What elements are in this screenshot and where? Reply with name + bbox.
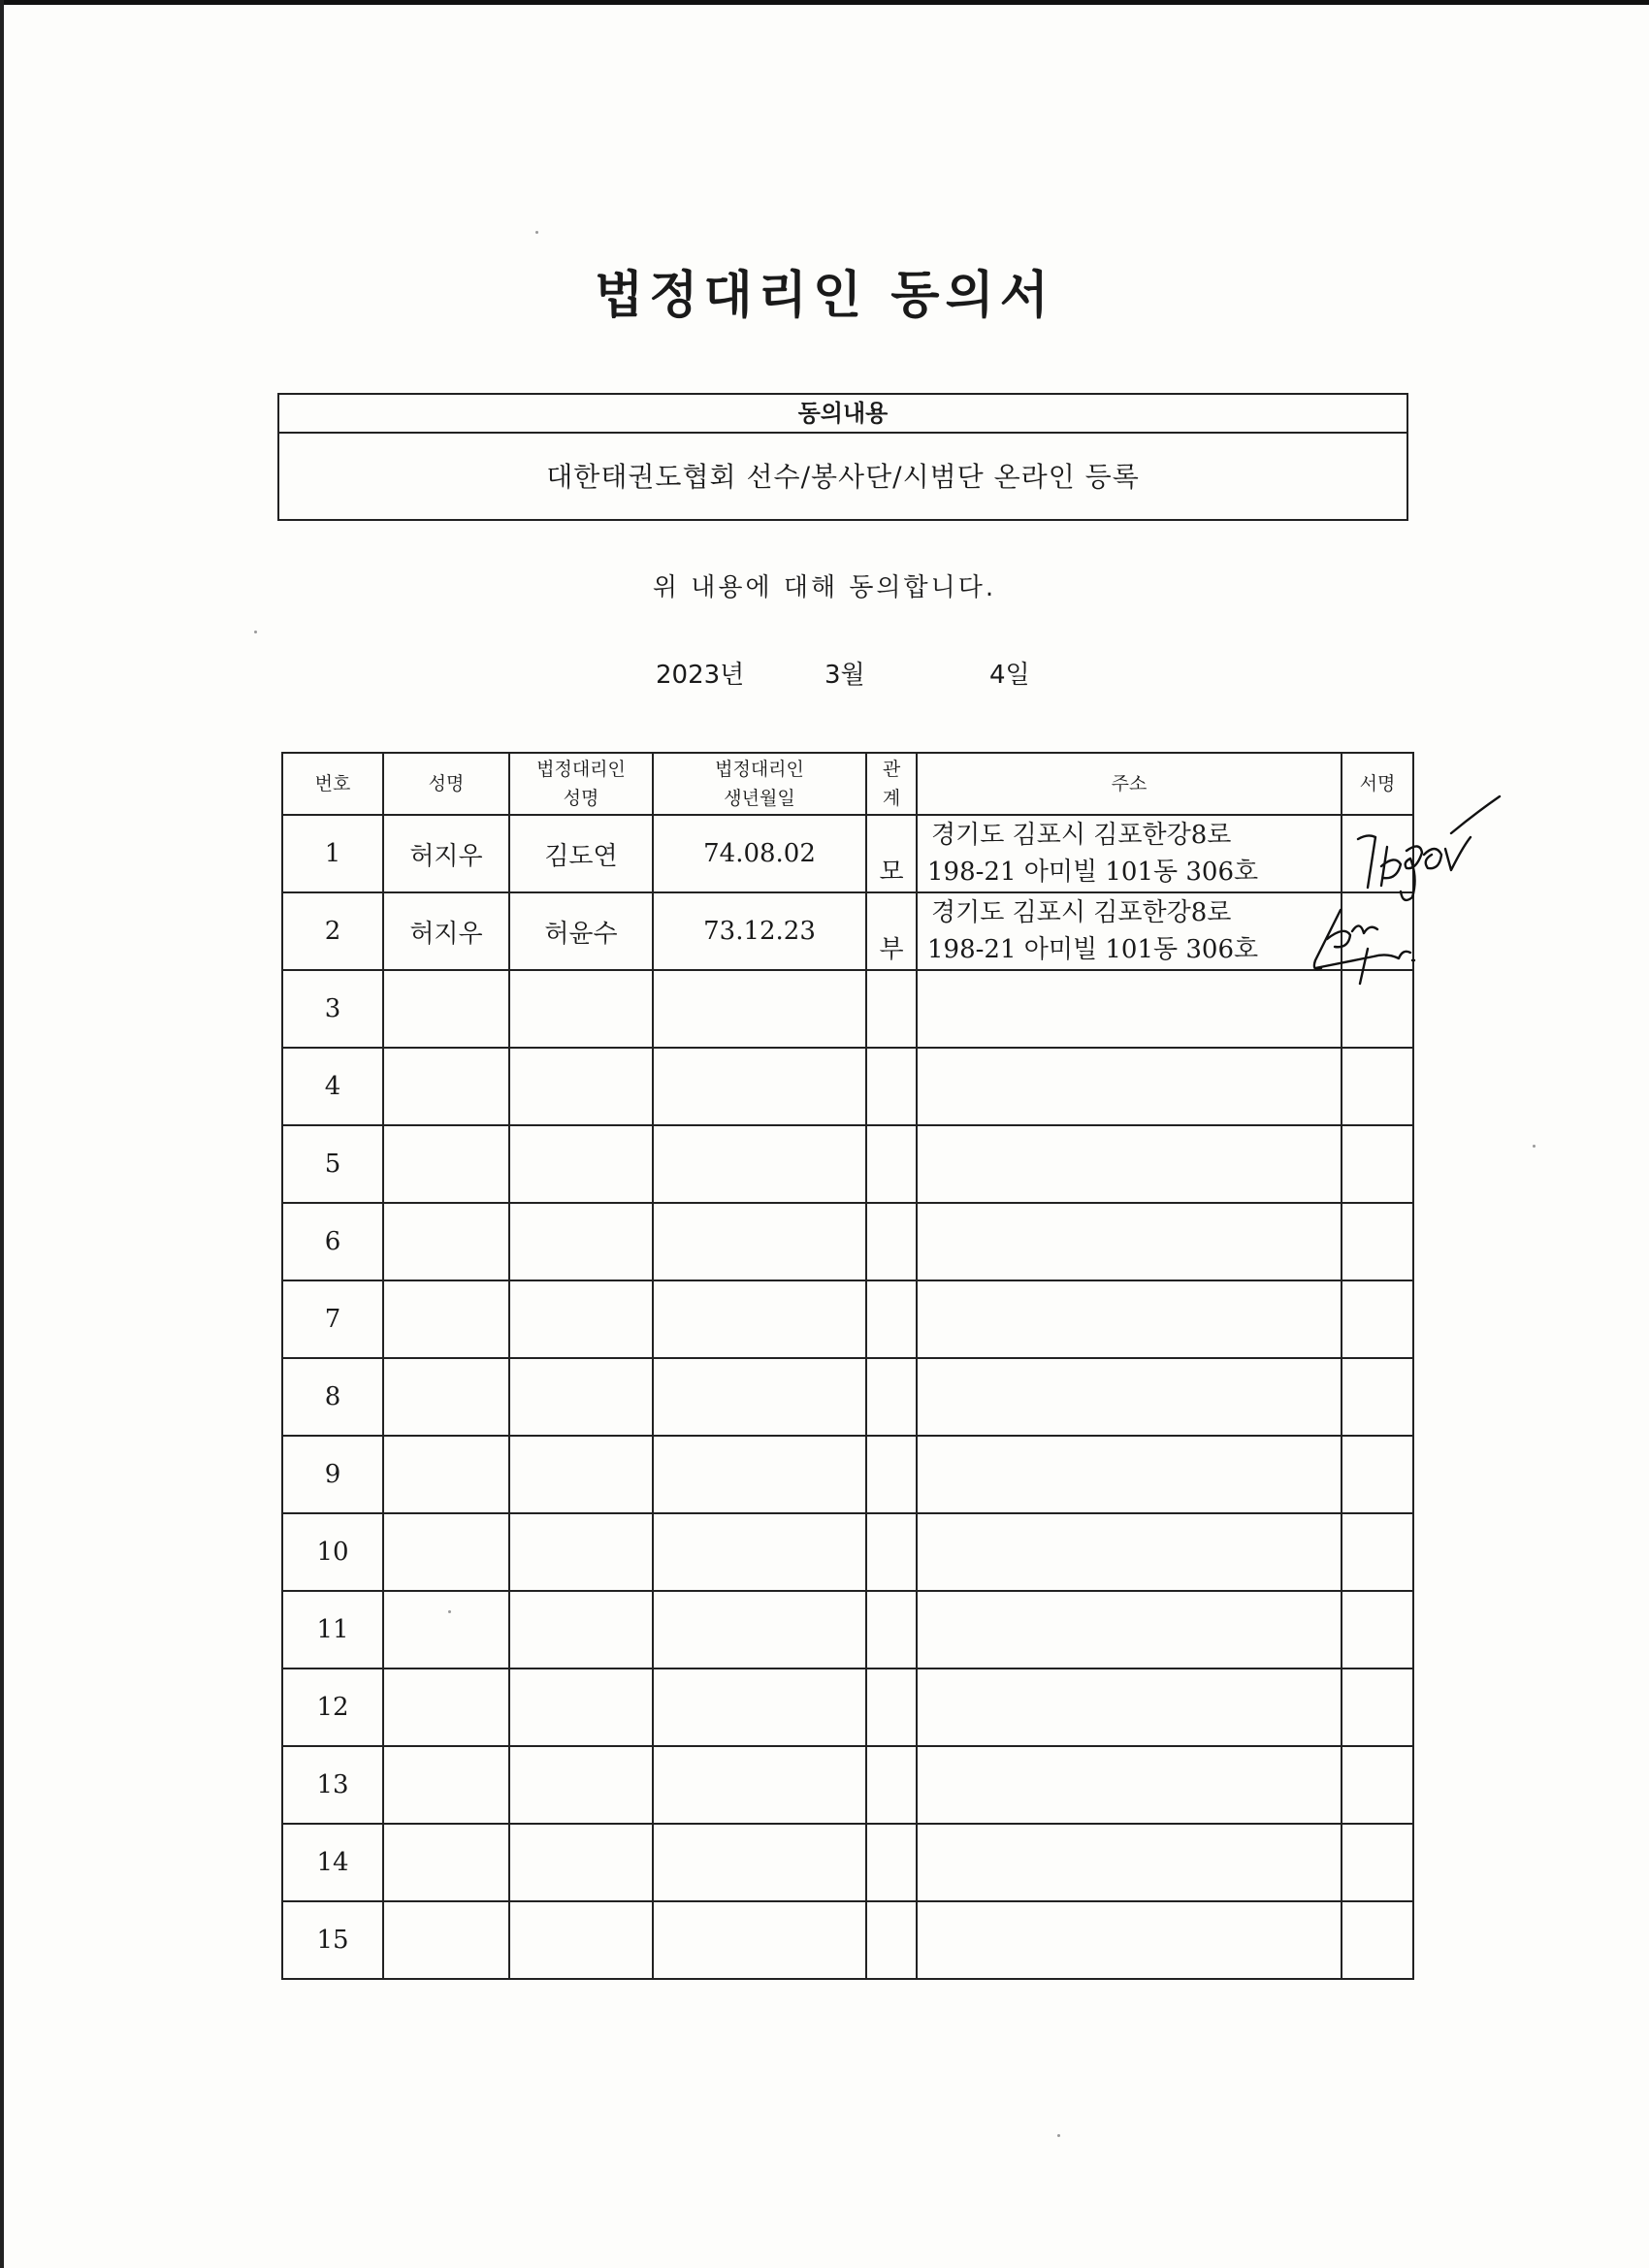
- cell-address: [917, 1513, 1342, 1591]
- cell-address: [917, 970, 1342, 1048]
- scan-speck: [535, 231, 538, 234]
- cell-address: [917, 1436, 1342, 1513]
- document-title: 법정대리인 동의서: [595, 266, 1054, 325]
- cell-guardian-birth: [653, 1746, 866, 1824]
- cell-guardian-name: [509, 1901, 653, 1979]
- cell-relation: [866, 1280, 917, 1358]
- cell-signature: [1342, 1203, 1413, 1280]
- cell-guardian-birth: 73.12.23: [653, 892, 866, 970]
- cell-relation: [866, 1669, 917, 1746]
- cell-relation: [866, 970, 917, 1048]
- cell-guardian-name: [509, 970, 653, 1048]
- cell-no: 6: [282, 1203, 383, 1280]
- cell-address: [917, 1280, 1342, 1358]
- header-guardian-birth: 법정대리인 생년월일: [653, 753, 866, 815]
- cell-guardian-birth: [653, 1203, 866, 1280]
- cell-guardian-name: [509, 1358, 653, 1436]
- agreement-statement: 위 내용에 대해 동의합니다.: [652, 573, 997, 602]
- consent-box: [277, 393, 1408, 521]
- cell-relation: [866, 1436, 917, 1513]
- cell-no: 8: [282, 1358, 383, 1436]
- cell-name: [383, 1824, 509, 1901]
- consent-table: [281, 752, 1414, 1980]
- cell-name: [383, 1746, 509, 1824]
- cell-guardian-birth: [653, 1591, 866, 1669]
- cell-signature: [1342, 1901, 1413, 1979]
- cell-signature: [1342, 1358, 1413, 1436]
- table-row: [282, 970, 1413, 1048]
- scan-top-edge: [0, 0, 1649, 5]
- cell-name: [383, 1901, 509, 1979]
- cell-signature: [1342, 1669, 1413, 1746]
- cell-address: [917, 892, 1342, 970]
- cell-name: [383, 1436, 509, 1513]
- scan-left-edge: [0, 0, 4, 2268]
- header-relation: 관 계: [866, 753, 917, 815]
- table-row: [282, 1591, 1413, 1669]
- cell-name: [383, 1280, 509, 1358]
- cell-no: 7: [282, 1280, 383, 1358]
- header-signature: 서명: [1342, 753, 1413, 815]
- cell-no: 3: [282, 970, 383, 1048]
- cell-relation: [866, 1513, 917, 1591]
- cell-name: [383, 1358, 509, 1436]
- cell-address: [917, 815, 1342, 892]
- cell-guardian-birth: [653, 1280, 866, 1358]
- cell-guardian-birth: [653, 1358, 866, 1436]
- cell-no: 14: [282, 1824, 383, 1901]
- cell-guardian-birth: [653, 1901, 866, 1979]
- table-row: [282, 1125, 1413, 1203]
- table-row: [282, 1048, 1413, 1125]
- consent-body: 대한태권도협회 선수/봉사단/시범단 온라인 등록: [546, 461, 1140, 493]
- header-guardian-name: 법정대리인 성명: [509, 753, 653, 815]
- cell-guardian-birth: [653, 1125, 866, 1203]
- cell-address: [917, 1591, 1342, 1669]
- cell-guardian-name: 허윤수: [509, 892, 653, 970]
- date-month: 3월: [824, 661, 865, 690]
- cell-name: 허지우: [383, 892, 509, 970]
- cell-no: 4: [282, 1048, 383, 1125]
- table-row: [282, 892, 1413, 970]
- cell-guardian-birth: [653, 1824, 866, 1901]
- cell-signature: [1342, 1125, 1413, 1203]
- table-row: [282, 1669, 1413, 1746]
- cell-guardian-birth: [653, 1669, 866, 1746]
- cell-signature: [1342, 1513, 1413, 1591]
- cell-name: [383, 1203, 509, 1280]
- cell-address: [917, 1746, 1342, 1824]
- cell-relation: [866, 1048, 917, 1125]
- scan-speck: [1533, 1145, 1536, 1148]
- cell-guardian-name: [509, 1048, 653, 1125]
- cell-guardian-name: [509, 1436, 653, 1513]
- address-line: 경기도 김포시 김포한강8로: [931, 821, 1232, 850]
- header-address: 주소: [917, 753, 1342, 815]
- cell-relation: [866, 1125, 917, 1203]
- table-row: [282, 1513, 1413, 1591]
- cell-guardian-birth: [653, 1048, 866, 1125]
- cell-guardian-name: [509, 1203, 653, 1280]
- cell-guardian-birth: [653, 1436, 866, 1513]
- cell-name: [383, 970, 509, 1048]
- table-row: [282, 1280, 1413, 1358]
- date-day: 4일: [989, 661, 1030, 690]
- cell-no: 1: [282, 815, 383, 892]
- cell-no: 9: [282, 1436, 383, 1513]
- address-line: 198-21 아미빌 101동 306호: [927, 858, 1259, 887]
- cell-no: 11: [282, 1591, 383, 1669]
- scan-speck: [254, 631, 257, 633]
- cell-address: [917, 1203, 1342, 1280]
- header-no: 번호: [282, 753, 383, 815]
- cell-address: [917, 1824, 1342, 1901]
- table-row: [282, 1358, 1413, 1436]
- cell-signature: [1342, 1591, 1413, 1669]
- cell-signature: [1342, 1436, 1413, 1513]
- cell-address: [917, 1901, 1342, 1979]
- cell-no: 5: [282, 1125, 383, 1203]
- cell-signature: [1342, 1824, 1413, 1901]
- table-row: [282, 815, 1413, 892]
- cell-relation: [866, 1358, 917, 1436]
- cell-address: [917, 1125, 1342, 1203]
- header-name: 성명: [383, 753, 509, 815]
- cell-relation: [866, 1591, 917, 1669]
- cell-guardian-name: 김도연: [509, 815, 653, 892]
- cell-guardian-birth: 74.08.02: [653, 815, 866, 892]
- cell-guardian-name: [509, 1513, 653, 1591]
- table-header-row: [282, 753, 1413, 815]
- cell-name: [383, 1125, 509, 1203]
- cell-relation: [866, 1746, 917, 1824]
- cell-no: 12: [282, 1669, 383, 1746]
- cell-name: [383, 1591, 509, 1669]
- cell-name: 허지우: [383, 815, 509, 892]
- cell-address: [917, 1048, 1342, 1125]
- cell-name: [383, 1669, 509, 1746]
- cell-no: 2: [282, 892, 383, 970]
- cell-guardian-name: [509, 1280, 653, 1358]
- scan-speck: [1057, 2134, 1060, 2137]
- cell-relation: [866, 1824, 917, 1901]
- cell-no: 10: [282, 1513, 383, 1591]
- cell-name: [383, 1513, 509, 1591]
- cell-no: 13: [282, 1746, 383, 1824]
- cell-address: [917, 1669, 1342, 1746]
- cell-guardian-birth: [653, 1513, 866, 1591]
- table-row: [282, 1746, 1413, 1824]
- scan-speck: [448, 1610, 451, 1613]
- signature-1: [1339, 791, 1513, 907]
- cell-guardian-name: [509, 1669, 653, 1746]
- table-row: [282, 1436, 1413, 1513]
- cell-guardian-name: [509, 1746, 653, 1824]
- consent-header: 동의내용: [279, 395, 1406, 434]
- cell-guardian-name: [509, 1591, 653, 1669]
- cell-signature: [1342, 1746, 1413, 1824]
- date-year: 2023년: [656, 661, 745, 690]
- cell-name: [383, 1048, 509, 1125]
- cell-no: 15: [282, 1901, 383, 1979]
- cell-signature: [1342, 1048, 1413, 1125]
- table-row: [282, 1901, 1413, 1979]
- cell-relation: [866, 1203, 917, 1280]
- table-row: [282, 1203, 1413, 1280]
- cell-relation: 모: [866, 815, 917, 892]
- address-line: 198-21 아미빌 101동 306호: [927, 935, 1259, 964]
- table-row: [282, 1824, 1413, 1901]
- cell-address: [917, 1358, 1342, 1436]
- cell-guardian-name: [509, 1125, 653, 1203]
- cell-guardian-name: [509, 1824, 653, 1901]
- cell-signature: [1342, 1280, 1413, 1358]
- cell-guardian-birth: [653, 970, 866, 1048]
- address-line: 경기도 김포시 김포한강8로: [931, 898, 1232, 927]
- signature-2: [1306, 891, 1461, 988]
- cell-relation: 부: [866, 892, 917, 970]
- cell-relation: [866, 1901, 917, 1979]
